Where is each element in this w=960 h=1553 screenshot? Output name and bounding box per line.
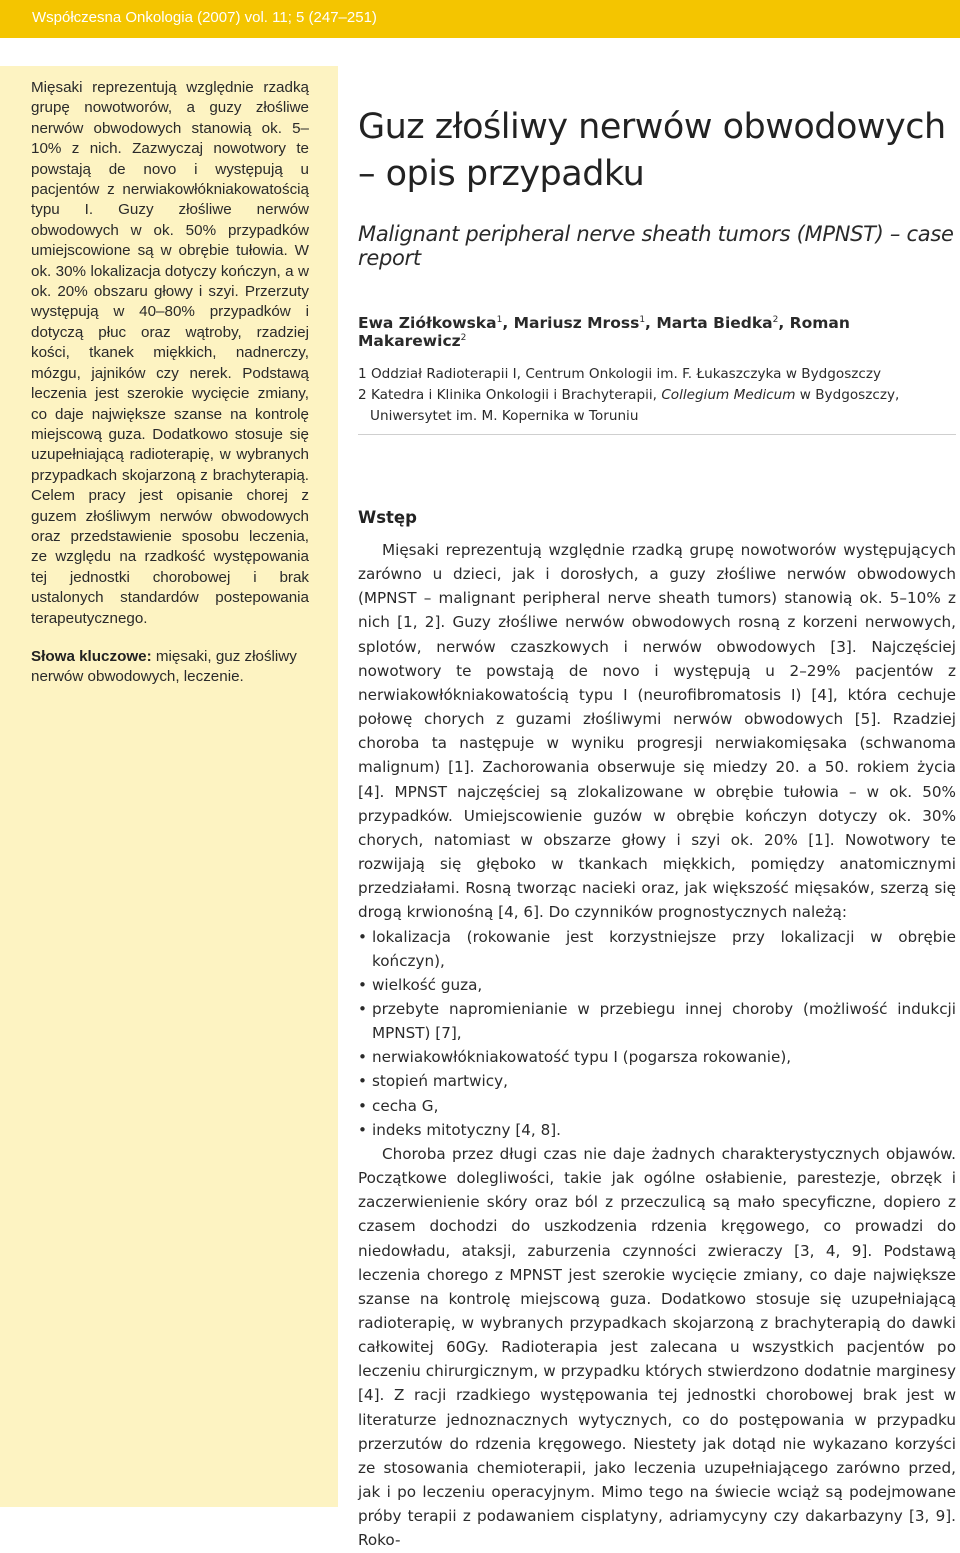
affiliations [358, 364, 958, 427]
journal-header-bar [0, 0, 960, 38]
list-item: • przebyte napromienianie w przebiegu innej choroby (możliwość indukcji MPNST) [7], [358, 997, 956, 1045]
author: Marta Biedka$^2$, [656, 314, 790, 332]
prognostic-factors-list [358, 925, 956, 1142]
keywords-label: Słowa kluczowe: [31, 647, 152, 665]
title-line-2: – opis przypadku [358, 154, 645, 194]
header-divider [358, 434, 956, 435]
author-list [358, 314, 958, 350]
section-heading-introduction: Wstęp [358, 508, 417, 527]
list-item: • cecha G, [358, 1094, 956, 1118]
list-item: • lokalizacja (rokowanie jest korzystniejsze przy lokalizacji w obrębie kończyn), [358, 925, 956, 973]
body-paragraph-2: Choroba przez długi czas nie daje żadnych charakterystycznych objawów. Początkowe dolegliwości, takie jak ogólne osłabienie, parestezje, obrzęk i zaczerwienienie skóry oraz ból z przeczulicą są mało specyficzne, dopiero z czasem dochodzi do uszkodzenia rdzenia kręgowego, co prowadzi do niedowładu, ataksji, zaburzenia czynności zwieraczy [3, 4, 9]. Podstawą leczenia chorego z MPNST jest szerokie wycięcie zmiany, co daje największe szanse na kontrolę miejscową guza. Dodatkowo stosuje się uzupełniającą radioterapię, w wybranych przypadkach skojarzoną z brachyterapią do dawki całkowitej 60Gy. Radioterapia jest zalecana u wszystkich pacjentów po leczeniu chirurgicznym, w przypadku których stwierdzono dodatnie marginesy [4]. Z racji rzadkiego występowania tej jednostki chorobowej brak jest w literaturze jednoznacznych wytycznych, co do postępowania w przypadku przerzutów do rdzenia kręgowego. Niestety jak dotąd nie wykazano korzyści ze stosowania chemioterapii, jako leczenia uzupełniającego zarówno przed, jak i po leczeniu operacyjnym. Mimo tego na świecie wciąż są podejmowane próby terapii z podawaniem cisplatyny, adriamycyny czy dakarbazyny [3, 9]. Roko- [358, 1144, 956, 1550]
affiliation-2: 2 Katedra i Klinika Onkologii i Brachyterapii, Collegium Medicum w Bydgoszczy, [358, 387, 900, 403]
author: Roman Makarewicz$^2$ [358, 314, 850, 350]
affiliation-2-cont: Uniwersytet im. M. Kopernika w Toruniu [370, 408, 639, 424]
keywords-text: mięsaki, guz złośliwy nerwów obwodowych, leczenie. [31, 647, 297, 686]
article-subtitle: Malignant peripheral nerve sheath tumors (MPNST) – case report [358, 222, 954, 270]
article-title [358, 104, 958, 198]
list-item: • wielkość guza, [358, 973, 956, 997]
abstract-column [31, 78, 309, 688]
list-item: • indeks mitotyczny [4, 8]. [358, 1118, 956, 1142]
list-item: • nerwiakowłókniakowatość typu I (pogarsza rokowanie), [358, 1045, 956, 1069]
body-paragraph-1: Mięsaki reprezentują względnie rzadką grupę nowotworów występujących zarówno u dzieci, jak i dorosłych, a guzy złośliwe nerwów obwodowych (MPNST – malignant peripheral nerve sheath tumors) stanowią ok. 5–10% z nich [1, 2]. Guzy złośliwe nerwów obwodowych rosną z korzeni nerwowych, splotów, nerwów czaszkowych i nerwów obwodowych [3]. Najczęściej nowotwory te powstają de novo i występują u 2–29% pacjentów z nerwiakowłókniakowatością typu I (neurofibromatosis I) [4], która cechuje połowę chorych z guzami złośliwymi nerwów obwodowych [5]. Rzadziej choroba ta następuje w wyniku progresji nerwiakomięsaka (schwanoma malignum) [1]. Zachorowania obserwuje się miedzy 20. a 50. rokiem życia [4]. MPNST najczęściej są zlokalizowane w obrębie tułowia – w ok. 50% przypadków. Umiejscowienie guzów w obrębie kończyn dotyczy ok. 30% chorych, natomiast w obszarze głowy i szyi ok. 20% [1]. Nowotwory te rozwijają się głęboko w tkankach miękkich, pomiędzy anatomicznymi przedziałami. Rosną tworząc nacieki oraz, jak większość mięsaków, szerzą się drogą krwionośną [4, 6]. Do czynników prognostycznych należą: [358, 541, 956, 922]
title-line-1: Guz złośliwy nerwów obwodowych [358, 107, 946, 147]
author: Mariusz Mross$^1$, [513, 314, 657, 332]
list-item: • stopień martwicy, [358, 1069, 956, 1093]
journal-citation: Współczesna Onkologia (2007) vol. 11; 5 (247–251) [32, 9, 377, 26]
body-text [358, 538, 956, 1553]
abstract-text: Mięsaki reprezentują względnie rzadką grupę nowotworów, a guzy złośliwe nerwów obwodowych stanowią ok. 5–10% z nich. Zazwyczaj nowotwory te powstają de novo i występują u pacjentów z nerwiakowłókniakowatością typu I. Guzy złośliwe nerwów obwodowych w ok. 50% przypadków umiejscowione są w obrębie tułowia. W ok. 30% lokalizacja dotyczy kończyn, a w ok. 20% obszaru głowy i szyi. Przerzuty występują w 40–80% przypadków i dotyczą płuc oraz wątroby, rzadziej kości, tkanek miękkich, nadnerczy, mózgu, jajników czy nerek. Podstawą leczenia jest szerokie wycięcie zmiany, co daje największe szanse na kontrolę miejscową guza. Dodatkowo stosuje się uzupełniającą radioterapię, w wybranych przypadkach skojarzoną z brachyterapią. Celem pracy jest opisanie chorej z guzem złośliwym nerwów obwodowych oraz przedstawienie sposobu leczenia, ze względu na rzadkość występowania tej jednostki chorobowej i brak ustalonych standardów postepowania terapeutycznego. [31, 79, 309, 627]
keywords [31, 647, 309, 688]
author: Ewa Ziółkowska$^1$, [358, 314, 514, 332]
affiliation-1: 1 Oddział Radioterapii I, Centrum Onkologii im. F. Łukaszczyka w Bydgoszczy [358, 366, 882, 382]
